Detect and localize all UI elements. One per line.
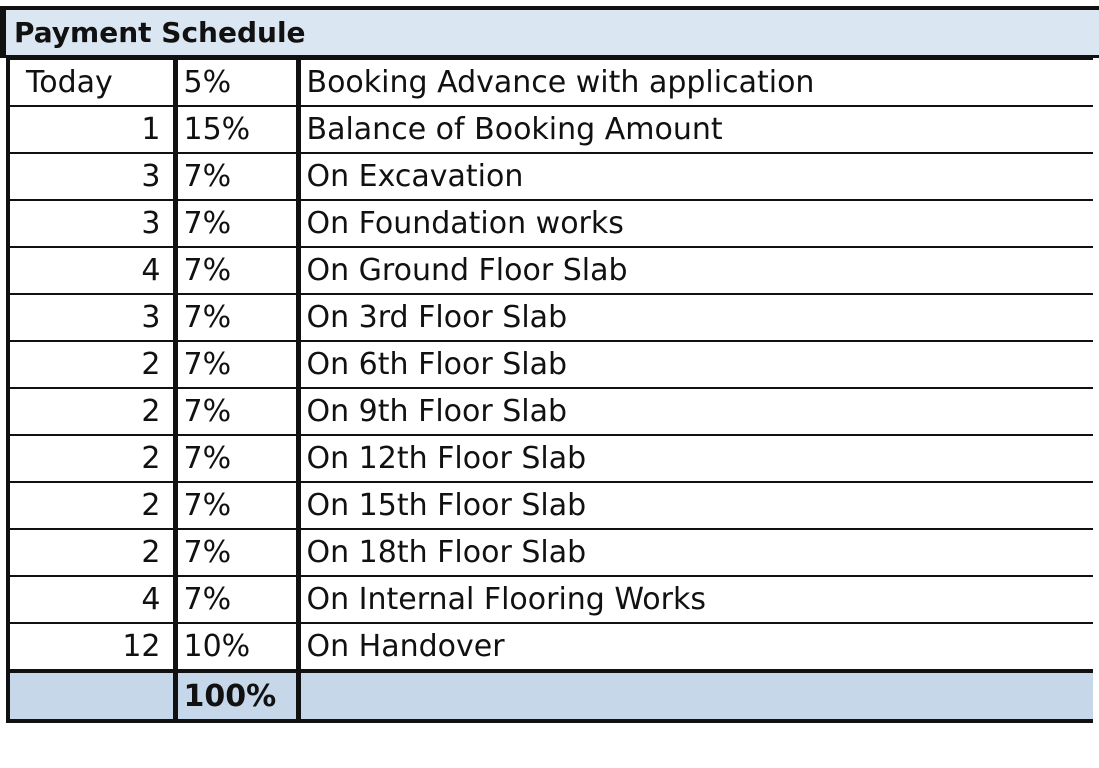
- stage-cell: On Foundation works: [298, 200, 1095, 247]
- table-row: [8, 482, 1095, 529]
- right-margin-strip: [1093, 58, 1099, 768]
- percent-cell: 15%: [175, 106, 298, 153]
- stage-cell: Balance of Booking Amount: [298, 106, 1095, 153]
- percent-cell: 7%: [175, 200, 298, 247]
- month-cell: 3: [8, 200, 175, 247]
- stage-cell: On Excavation: [298, 153, 1095, 200]
- stage-cell: On Ground Floor Slab: [298, 247, 1095, 294]
- total-row: [8, 671, 1095, 721]
- table-row: [8, 435, 1095, 482]
- percent-cell: 7%: [175, 435, 298, 482]
- month-cell: 2: [8, 341, 175, 388]
- table-row: [8, 576, 1095, 623]
- percent-cell: 10%: [175, 623, 298, 671]
- stage-cell: Booking Advance with application: [298, 59, 1095, 106]
- table-row: [8, 200, 1095, 247]
- month-cell: 2: [8, 482, 175, 529]
- table-row: [8, 623, 1095, 671]
- table-row: [8, 59, 1095, 106]
- month-cell: 2: [8, 529, 175, 576]
- table-row: [8, 247, 1095, 294]
- percent-cell: 7%: [175, 529, 298, 576]
- percent-cell: 7%: [175, 576, 298, 623]
- table-row: [8, 153, 1095, 200]
- month-cell: 4: [8, 576, 175, 623]
- table-row: [8, 294, 1095, 341]
- total-percent-cell: 100%: [175, 671, 298, 721]
- bottom-margin-strip: [0, 762, 1099, 768]
- stage-cell: On 12th Floor Slab: [298, 435, 1095, 482]
- percent-cell: 7%: [175, 388, 298, 435]
- percent-cell: 5%: [175, 59, 298, 106]
- stage-cell: On Handover: [298, 623, 1095, 671]
- stage-cell: On 3rd Floor Slab: [298, 294, 1095, 341]
- total-stage-cell: [298, 671, 1095, 721]
- stage-cell: On 9th Floor Slab: [298, 388, 1095, 435]
- table-row: [8, 341, 1095, 388]
- month-cell: 3: [8, 294, 175, 341]
- month-cell: 2: [8, 388, 175, 435]
- stage-cell: On 6th Floor Slab: [298, 341, 1095, 388]
- payment-schedule-title: Payment Schedule: [0, 10, 1099, 58]
- percent-cell: 7%: [175, 341, 298, 388]
- stage-cell: On 18th Floor Slab: [298, 529, 1095, 576]
- table-row: [8, 529, 1095, 576]
- month-cell: 4: [8, 247, 175, 294]
- month-cell: 1: [8, 106, 175, 153]
- table-row: [8, 106, 1095, 153]
- month-cell: 2: [8, 435, 175, 482]
- top-border-strip: [0, 0, 1099, 10]
- month-cell: 3: [8, 153, 175, 200]
- table-row: [8, 388, 1095, 435]
- percent-cell: 7%: [175, 482, 298, 529]
- percent-cell: 7%: [175, 294, 298, 341]
- stage-cell: On 15th Floor Slab: [298, 482, 1095, 529]
- stage-cell: On Internal Flooring Works: [298, 576, 1095, 623]
- percent-cell: 7%: [175, 153, 298, 200]
- total-month-cell: [8, 671, 175, 721]
- month-cell: Today: [8, 59, 175, 106]
- percent-cell: 7%: [175, 247, 298, 294]
- month-cell: 12: [8, 623, 175, 671]
- payment-schedule-table: [6, 58, 1098, 723]
